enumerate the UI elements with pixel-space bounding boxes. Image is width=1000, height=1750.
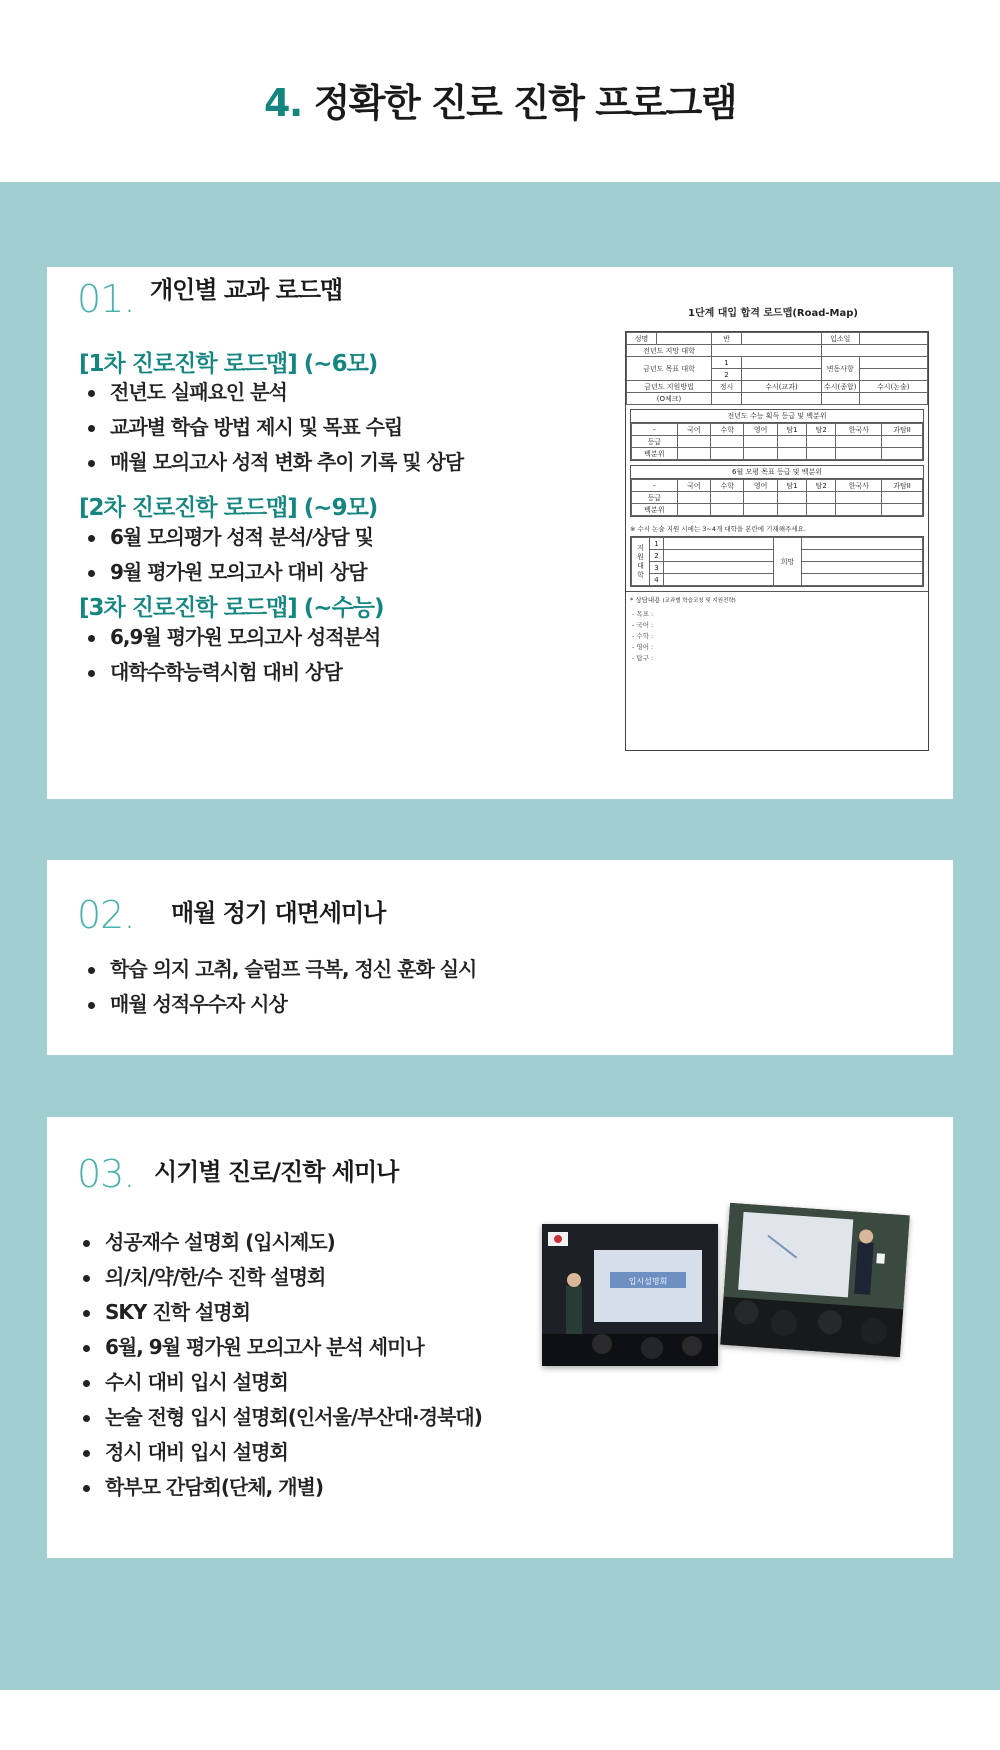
list-item: 정시 대비 입시 설명회 (81, 1435, 482, 1470)
roadmap-form-title: 1단계 대입 합격 로드맵(Road-Map) (688, 308, 858, 319)
roadmap-heading-2: [2차 진로진학 로드맵] (~9모) (79, 495, 378, 521)
roadmap-list-1 (86, 375, 463, 480)
list-item: 매월 모의고사 성적 변화 추이 기록 및 상담 (86, 445, 463, 480)
list-item: 성공재수 설명회 (입시제도) (81, 1225, 482, 1260)
photo-screen-text: 입시설명회 (628, 1277, 668, 1286)
section-card-career-seminar (47, 1117, 953, 1558)
list-item: 의/치/약/한/수 진학 설명회 (81, 1260, 482, 1295)
roadmap-grade-table-target: 6월 모평 목표 등급 및 백분위 - 국어 수학 영어 탐1 탐2 한국사 과탐II 등급 백분위 (630, 465, 924, 517)
roadmap-list-3 (86, 620, 380, 690)
section-card-roadmap (47, 267, 953, 799)
section-number: 02. (77, 893, 135, 937)
list-item: SKY 진학 설명회 (81, 1295, 482, 1330)
roadmap-heading-3: [3차 진로진학 로드맵] (~수능) (79, 595, 384, 621)
section-card-seminar (47, 860, 953, 1055)
roadmap-grade-table-prev: 전년도 수능 획득 등급 및 백분위 - 국어 수학 영어 탐1 탐2 한국사 과탐II 등급 백분위 (630, 409, 924, 461)
career-seminar-list (81, 1225, 482, 1505)
page-title (0, 72, 1000, 127)
roadmap-consult-lines: - 목표 : - 국어 : - 수학 : - 영어 : - 탐구 : (632, 610, 654, 662)
list-item: 대학수학능력시험 대비 상담 (86, 655, 380, 690)
list-item: 6,9월 평가원 모의고사 성적분석 (86, 620, 380, 655)
section-number: 03. (77, 1152, 135, 1196)
section-title: 시기별 진로/진학 세미나 (154, 1158, 399, 1186)
list-item: 9월 평가원 모의고사 대비 상담 (86, 555, 373, 590)
seminar-photo-1 (542, 1224, 718, 1366)
list-item: 수시 대비 입시 설명회 (81, 1365, 482, 1400)
roadmap-form-body (625, 331, 929, 751)
page-title-text: 정확한 진로 진학 프로그램 (313, 81, 737, 125)
roadmap-heading-1: [1차 진로진학 로드맵] (~6모) (79, 351, 378, 377)
roadmap-list-2 (86, 520, 373, 590)
roadmap-info-table: 성명 반 입소일 전년도 지망 대학 금년도 목표 대학 1 변동사항 2 금년도 지원방법 정시 수시(교과) 수시(종합) 수시(논술) (O체크) (626, 332, 928, 405)
section-title: 개인별 교과 로드맵 (150, 276, 343, 304)
seminar-list (86, 952, 476, 1022)
page-header (0, 0, 1000, 182)
roadmap-essay-note: ※ 수시 논술 지원 시에는 3~4개 대학을 본란에 기재해주세요. (630, 525, 806, 533)
list-item: 학습 의지 고취, 슬럼프 극복, 정신 훈화 실시 (86, 952, 476, 987)
list-item: 학부모 간담회(단체, 개별) (81, 1470, 482, 1505)
roadmap-essay-table: 지원대학 1 희망 2 3 4 (630, 536, 924, 587)
list-item: 전년도 실패요인 분석 (86, 375, 463, 410)
page-title-number: 4. (263, 81, 302, 125)
roadmap-form (617, 305, 929, 751)
list-item: 6월 모의평가 성적 분석/상담 및 (86, 520, 373, 555)
list-item: 교과별 학습 방법 제시 및 목표 수립 (86, 410, 463, 445)
section-title: 매월 정기 대면세미나 (171, 899, 386, 927)
section-number: 01. (77, 277, 135, 321)
seminar-photo-2 (720, 1203, 909, 1357)
list-item: 논술 전형 입시 설명회(인서울/부산대·경북대) (81, 1400, 482, 1435)
roadmap-consult-header: * 상담내용 (교과별 학습코칭 및 지원전략) (626, 591, 928, 607)
list-item: 매월 성적우수자 시상 (86, 987, 476, 1022)
list-item: 6월, 9월 평가원 모의고사 분석 세미나 (81, 1330, 482, 1365)
